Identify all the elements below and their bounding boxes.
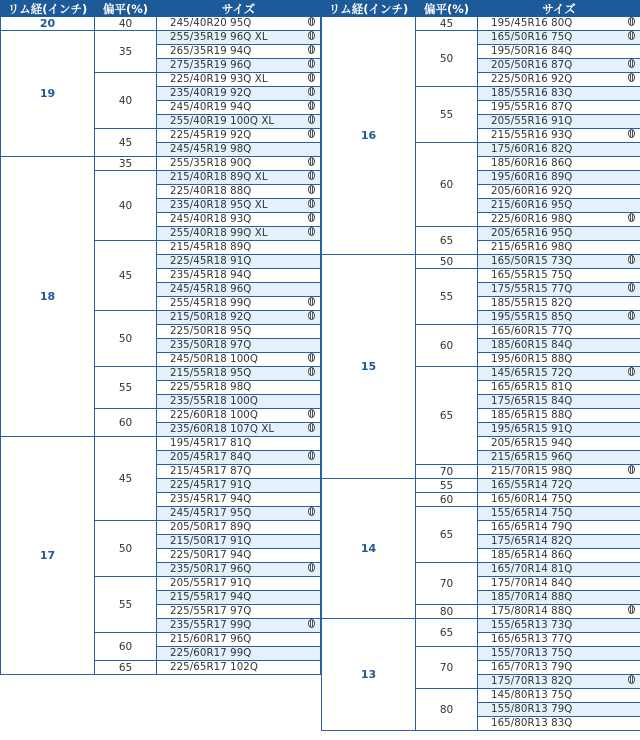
header-rim: リム経(インチ) — [1, 1, 95, 17]
tire-size-cell — [478, 521, 640, 535]
tire-size-text: 155/80R13 79Q — [491, 703, 573, 715]
tire-size-text: 195/45R16 80Q — [491, 17, 573, 29]
rim-diameter-cell: 18 — [1, 157, 95, 437]
table-row — [322, 17, 640, 31]
tire-size-text: 175/70R13 82Q — [491, 675, 573, 687]
tire-size-cell — [157, 45, 321, 59]
header-row — [1, 1, 321, 17]
tire-size-text: 145/65R15 72Q — [491, 367, 573, 379]
tire-size-text: 265/35R19 94Q — [170, 45, 252, 57]
tire-size-cell — [478, 87, 640, 101]
tire-size-text: 255/40R18 99Q XL — [170, 227, 268, 239]
tire-size-text: 235/50R17 96Q — [170, 563, 252, 575]
tire-size-text: 165/60R14 75Q — [491, 493, 573, 505]
tire-size-text: 215/55R18 95Q — [170, 367, 252, 379]
tire-size-text: 215/65R16 98Q — [491, 241, 573, 253]
tire-size-text: 235/55R17 99Q — [170, 619, 252, 631]
tire-icon — [628, 465, 635, 474]
tire-size-text: 215/55R17 94Q — [170, 591, 252, 603]
tire-size-cell — [157, 101, 321, 115]
tire-size-text: 195/60R15 88Q — [491, 353, 573, 365]
tire-size-cell — [157, 73, 321, 87]
tire-size-text: 215/40R18 89Q XL — [170, 171, 268, 183]
tire-size-text: 205/45R17 84Q — [170, 451, 252, 463]
tire-size-cell — [478, 339, 640, 353]
tire-icon — [308, 297, 315, 306]
tire-size-text: 195/55R15 85Q — [491, 311, 573, 323]
tire-size-cell — [157, 493, 321, 507]
tire-size-cell — [157, 311, 321, 325]
tire-size-cell — [478, 395, 640, 409]
tire-size-cell — [157, 115, 321, 129]
tire-size-text: 255/35R19 96Q XL — [170, 31, 268, 43]
tire-size-text: 165/65R14 79Q — [491, 521, 573, 533]
tire-size-cell — [478, 129, 640, 143]
tire-size-text: 165/50R15 73Q — [491, 255, 573, 267]
tire-size-cell — [157, 241, 321, 255]
tire-size-cell — [157, 451, 321, 465]
aspect-ratio-cell: 40 — [95, 171, 157, 241]
aspect-ratio-cell: 60 — [416, 143, 478, 227]
tire-size-text: 225/50R17 94Q — [170, 549, 252, 561]
header-rim: リム経(インチ) — [322, 1, 416, 17]
tire-size-cell — [157, 423, 321, 437]
tire-icon — [308, 171, 315, 180]
header-aspect: 偏平(%) — [95, 1, 157, 17]
tire-size-cell — [478, 591, 640, 605]
tire-size-cell — [157, 143, 321, 157]
tire-icon — [628, 213, 635, 222]
tire-size-text: 205/55R16 91Q — [491, 115, 573, 127]
tire-size-cell — [478, 213, 640, 227]
tire-size-cell — [157, 157, 321, 171]
tire-size-cell — [478, 353, 640, 367]
tire-size-cell — [478, 577, 640, 591]
tire-icon — [308, 185, 315, 194]
tire-size-text: 225/45R17 91Q — [170, 479, 252, 491]
tire-size-cell — [157, 381, 321, 395]
tire-size-text: 225/65R17 102Q — [170, 661, 258, 673]
tire-size-cell — [478, 507, 640, 521]
tire-size-cell — [478, 171, 640, 185]
tire-size-cell — [157, 395, 321, 409]
tire-size-text: 205/55R17 91Q — [170, 577, 252, 589]
rim-diameter-cell: 13 — [322, 619, 416, 731]
tire-size-text: 175/65R15 84Q — [491, 395, 573, 407]
tire-icon — [308, 115, 315, 124]
tire-size-cell — [478, 101, 640, 115]
table-row — [322, 479, 640, 493]
table-row — [1, 437, 321, 451]
tire-size-text: 185/60R16 86Q — [491, 157, 573, 169]
aspect-ratio-cell: 40 — [95, 17, 157, 31]
tire-size-cell — [478, 703, 640, 717]
tire-size-cell — [478, 633, 640, 647]
tire-size-cell — [157, 647, 321, 661]
tire-size-cell — [157, 605, 321, 619]
tire-size-text: 205/50R16 87Q — [491, 59, 573, 71]
tire-icon — [628, 73, 635, 82]
tire-size-cell — [478, 143, 640, 157]
rim-diameter-cell: 19 — [1, 31, 95, 157]
tire-size-text: 215/50R17 91Q — [170, 535, 252, 547]
aspect-ratio-cell: 50 — [416, 255, 478, 269]
tire-size-cell — [478, 675, 640, 689]
tire-size-text: 215/65R15 96Q — [491, 451, 573, 463]
tire-icon — [308, 367, 315, 376]
tire-size-cell — [478, 157, 640, 171]
aspect-ratio-cell: 70 — [416, 563, 478, 605]
tire-size-text: 175/65R14 82Q — [491, 535, 573, 547]
aspect-ratio-cell: 60 — [416, 325, 478, 367]
table-row — [322, 619, 640, 633]
tire-size-text: 235/50R18 97Q — [170, 339, 252, 351]
rim-diameter-cell: 14 — [322, 479, 416, 619]
aspect-ratio-cell: 60 — [95, 633, 157, 661]
tire-size-text: 195/60R16 89Q — [491, 171, 573, 183]
aspect-ratio-cell: 35 — [95, 157, 157, 171]
tire-size-text: 225/60R18 100Q — [170, 409, 258, 421]
tire-icon — [628, 605, 635, 614]
tire-size-text: 245/45R17 95Q — [170, 507, 252, 519]
header-size: サイズ — [157, 1, 321, 17]
right-tire-size-table — [321, 0, 640, 731]
tire-size-text: 205/50R17 89Q — [170, 521, 252, 533]
tire-size-text: 215/60R16 95Q — [491, 199, 573, 211]
aspect-ratio-cell: 55 — [416, 87, 478, 143]
tire-size-cell — [478, 199, 640, 213]
tire-size-cell — [157, 171, 321, 185]
tire-size-cell — [478, 45, 640, 59]
tire-icon — [308, 17, 315, 26]
tire-icon — [308, 157, 315, 166]
tire-size-cell — [157, 185, 321, 199]
tire-size-text: 245/50R18 100Q — [170, 353, 258, 365]
tire-size-cell — [478, 31, 640, 45]
tire-size-text: 165/55R14 72Q — [491, 479, 573, 491]
tire-size-text: 245/40R19 94Q — [170, 101, 252, 113]
tire-size-text: 245/40R20 95Q — [170, 17, 252, 29]
tire-size-text: 215/45R18 89Q — [170, 241, 252, 253]
tire-size-cell — [157, 507, 321, 521]
aspect-ratio-cell: 50 — [95, 311, 157, 367]
tire-icon — [308, 311, 315, 320]
aspect-ratio-cell: 60 — [416, 493, 478, 507]
tire-size-cell — [478, 549, 640, 563]
tire-icon — [308, 507, 315, 516]
tire-size-cell — [157, 465, 321, 479]
aspect-ratio-cell: 45 — [416, 17, 478, 31]
tire-size-text: 235/45R17 94Q — [170, 493, 252, 505]
tire-icon — [628, 59, 635, 68]
tire-icon — [308, 45, 315, 54]
tire-size-text: 145/80R13 75Q — [491, 689, 573, 701]
tire-size-cell — [157, 325, 321, 339]
tire-icon — [628, 31, 635, 40]
tire-size-cell — [478, 381, 640, 395]
tire-size-cell — [478, 269, 640, 283]
tire-size-text: 165/80R13 83Q — [491, 717, 573, 729]
tire-size-text: 225/55R17 97Q — [170, 605, 252, 617]
tire-size-cell — [478, 283, 640, 297]
tire-icon — [308, 87, 315, 96]
tire-size-cell — [478, 325, 640, 339]
tire-icon — [628, 367, 635, 376]
tire-size-cell — [478, 437, 640, 451]
tire-size-text: 225/50R16 92Q — [491, 73, 573, 85]
table-row — [1, 157, 321, 171]
left-table-body — [1, 17, 321, 675]
tire-size-text: 165/55R15 75Q — [491, 269, 573, 281]
tire-size-cell — [478, 185, 640, 199]
aspect-ratio-cell: 65 — [416, 367, 478, 465]
aspect-ratio-cell: 55 — [95, 367, 157, 409]
tire-size-cell — [478, 563, 640, 577]
tire-size-text: 155/65R13 73Q — [491, 619, 573, 631]
tire-size-cell — [157, 87, 321, 101]
tire-icon — [308, 73, 315, 82]
table-row — [1, 17, 321, 31]
tire-size-cell — [478, 717, 640, 731]
tire-size-text: 225/40R18 88Q — [170, 185, 252, 197]
tire-size-cell — [157, 535, 321, 549]
aspect-ratio-cell: 40 — [95, 73, 157, 129]
tire-size-cell — [478, 241, 640, 255]
aspect-ratio-cell: 35 — [95, 31, 157, 73]
tire-size-cell — [157, 577, 321, 591]
table-row — [322, 255, 640, 269]
tire-size-cell — [157, 521, 321, 535]
tire-size-cell — [478, 311, 640, 325]
tire-size-text: 235/60R18 107Q XL — [170, 423, 275, 435]
aspect-ratio-cell: 65 — [95, 661, 157, 675]
tire-size-text: 205/65R16 95Q — [491, 227, 573, 239]
tire-icon — [308, 619, 315, 628]
tire-size-cell — [157, 437, 321, 451]
header-row — [322, 1, 640, 17]
right-table-body — [322, 17, 640, 731]
tire-size-cell — [157, 283, 321, 297]
tire-size-text: 245/45R18 96Q — [170, 283, 252, 295]
tire-size-text: 175/80R14 88Q — [491, 605, 573, 617]
header-aspect: 偏平(%) — [416, 1, 478, 17]
tire-size-cell — [157, 59, 321, 73]
tire-icon — [308, 213, 315, 222]
tire-size-cell — [157, 31, 321, 45]
aspect-ratio-cell: 80 — [416, 605, 478, 619]
tire-size-cell — [478, 535, 640, 549]
tire-size-cell — [157, 479, 321, 493]
aspect-ratio-cell: 65 — [416, 619, 478, 647]
tire-size-cell — [478, 451, 640, 465]
aspect-ratio-cell: 80 — [416, 689, 478, 731]
aspect-ratio-cell: 65 — [416, 227, 478, 255]
tire-size-text: 235/45R18 94Q — [170, 269, 252, 281]
tire-size-cell — [157, 199, 321, 213]
tire-icon — [308, 353, 315, 362]
tire-icon — [628, 129, 635, 138]
tire-size-text: 175/70R14 84Q — [491, 577, 573, 589]
rim-diameter-cell: 16 — [322, 17, 416, 255]
tire-icon — [308, 129, 315, 138]
tire-size-cell — [157, 367, 321, 381]
aspect-ratio-cell: 45 — [95, 241, 157, 311]
tire-size-text: 225/45R19 92Q — [170, 129, 252, 141]
tire-size-cell — [157, 129, 321, 143]
tire-size-cell — [478, 605, 640, 619]
tire-size-text: 225/40R19 93Q XL — [170, 73, 268, 85]
tire-icon — [308, 31, 315, 40]
tire-size-text: 215/50R18 92Q — [170, 311, 252, 323]
tire-size-text: 255/35R18 90Q — [170, 157, 252, 169]
tire-size-text: 205/65R15 94Q — [491, 437, 573, 449]
tire-size-text: 215/55R16 93Q — [491, 129, 573, 141]
tire-size-cell — [157, 619, 321, 633]
tire-size-cell — [157, 227, 321, 241]
tire-size-cell — [478, 73, 640, 87]
tire-size-cell — [478, 423, 640, 437]
tire-size-text: 195/50R16 84Q — [491, 45, 573, 57]
left-tire-size-table — [0, 0, 321, 675]
tire-icon — [628, 255, 635, 264]
aspect-ratio-cell: 55 — [416, 479, 478, 493]
tire-size-text: 195/45R17 81Q — [170, 437, 252, 449]
tire-size-text: 225/60R16 98Q — [491, 213, 573, 225]
tire-size-text: 235/55R18 100Q — [170, 395, 258, 407]
tire-size-cell — [478, 661, 640, 675]
tire-size-cell — [157, 633, 321, 647]
aspect-ratio-cell: 70 — [416, 465, 478, 479]
tire-size-text: 235/40R19 92Q — [170, 87, 252, 99]
tire-size-cell — [478, 465, 640, 479]
tire-size-text: 185/70R14 88Q — [491, 591, 573, 603]
tire-size-text: 165/70R13 79Q — [491, 661, 573, 673]
tire-size-cell — [478, 689, 640, 703]
tire-size-cell — [157, 661, 321, 675]
tire-size-cell — [157, 269, 321, 283]
tire-icon — [308, 423, 315, 432]
tire-size-text: 165/65R15 81Q — [491, 381, 573, 393]
tire-size-text: 195/55R16 87Q — [491, 101, 573, 113]
tire-size-text: 245/45R19 98Q — [170, 143, 252, 155]
tire-size-cell — [478, 647, 640, 661]
aspect-ratio-cell: 45 — [95, 129, 157, 157]
aspect-ratio-cell: 55 — [95, 577, 157, 633]
tire-size-text: 255/45R18 99Q — [170, 297, 252, 309]
tire-icon — [308, 101, 315, 110]
tire-size-text: 215/70R15 98Q — [491, 465, 573, 477]
tire-size-cell — [157, 409, 321, 423]
tire-size-text: 245/40R18 93Q — [170, 213, 252, 225]
header-size: サイズ — [478, 1, 640, 17]
tire-size-text: 195/65R15 91Q — [491, 423, 573, 435]
aspect-ratio-cell: 60 — [95, 409, 157, 437]
tire-size-text: 225/45R18 91Q — [170, 255, 252, 267]
table-row — [1, 31, 321, 45]
aspect-ratio-cell: 70 — [416, 647, 478, 689]
tire-size-text: 185/65R14 86Q — [491, 549, 573, 561]
tire-icon — [308, 227, 315, 236]
tire-size-text: 225/60R17 99Q — [170, 647, 252, 659]
tire-icon — [308, 409, 315, 418]
tire-size-text: 185/55R16 83Q — [491, 87, 573, 99]
tire-size-text: 165/70R14 81Q — [491, 563, 573, 575]
tire-size-cell — [478, 115, 640, 129]
tire-size-text: 175/60R16 82Q — [491, 143, 573, 155]
aspect-ratio-cell: 45 — [95, 437, 157, 521]
tire-size-text: 155/65R14 75Q — [491, 507, 573, 519]
tire-size-text: 165/50R16 75Q — [491, 31, 573, 43]
tire-icon — [308, 59, 315, 68]
tire-size-text: 225/50R18 95Q — [170, 325, 252, 337]
tire-size-cell — [157, 339, 321, 353]
tire-size-cell — [157, 17, 321, 31]
tire-icon — [308, 563, 315, 572]
tire-size-text: 215/60R17 96Q — [170, 633, 252, 645]
tire-size-cell — [478, 409, 640, 423]
tire-size-text: 185/60R15 84Q — [491, 339, 573, 351]
tire-icon — [308, 451, 315, 460]
tire-size-cell — [478, 619, 640, 633]
tire-size-cell — [478, 493, 640, 507]
tire-icon — [628, 283, 635, 292]
tire-size-text: 275/35R19 96Q — [170, 59, 252, 71]
tire-icon — [628, 311, 635, 320]
tire-size-cell — [157, 563, 321, 577]
rim-diameter-cell: 20 — [1, 17, 95, 31]
tire-size-cell — [157, 353, 321, 367]
tire-size-cell — [478, 367, 640, 381]
rim-diameter-cell: 15 — [322, 255, 416, 479]
tire-size-cell — [157, 549, 321, 563]
aspect-ratio-cell: 50 — [416, 31, 478, 87]
tire-size-text: 165/60R15 77Q — [491, 325, 573, 337]
tire-size-text: 175/55R15 77Q — [491, 283, 573, 295]
tire-size-text: 205/60R16 92Q — [491, 185, 573, 197]
tire-icon — [628, 675, 635, 684]
tire-icon — [308, 199, 315, 208]
tire-size-cell — [157, 297, 321, 311]
tire-size-cell — [157, 255, 321, 269]
aspect-ratio-cell: 50 — [95, 521, 157, 577]
aspect-ratio-cell: 55 — [416, 269, 478, 325]
tire-size-cell — [478, 255, 640, 269]
tire-icon — [628, 17, 635, 26]
tire-size-cell — [478, 297, 640, 311]
tire-size-cell — [478, 17, 640, 31]
rim-diameter-cell: 17 — [1, 437, 95, 675]
tire-size-text: 235/40R18 95Q XL — [170, 199, 268, 211]
tire-size-text: 185/55R15 82Q — [491, 297, 573, 309]
aspect-ratio-cell: 65 — [416, 507, 478, 563]
tire-size-text: 225/55R18 98Q — [170, 381, 252, 393]
tire-size-cell — [157, 213, 321, 227]
tire-size-text: 155/70R13 75Q — [491, 647, 573, 659]
tire-size-cell — [478, 227, 640, 241]
tire-size-cell — [478, 59, 640, 73]
tire-size-cell — [157, 591, 321, 605]
tire-size-text: 215/45R17 87Q — [170, 465, 252, 477]
tire-size-text: 255/40R19 100Q XL — [170, 115, 275, 127]
tire-size-cell — [478, 479, 640, 493]
tire-size-text: 165/65R13 77Q — [491, 633, 573, 645]
tire-size-text: 185/65R15 88Q — [491, 409, 573, 421]
